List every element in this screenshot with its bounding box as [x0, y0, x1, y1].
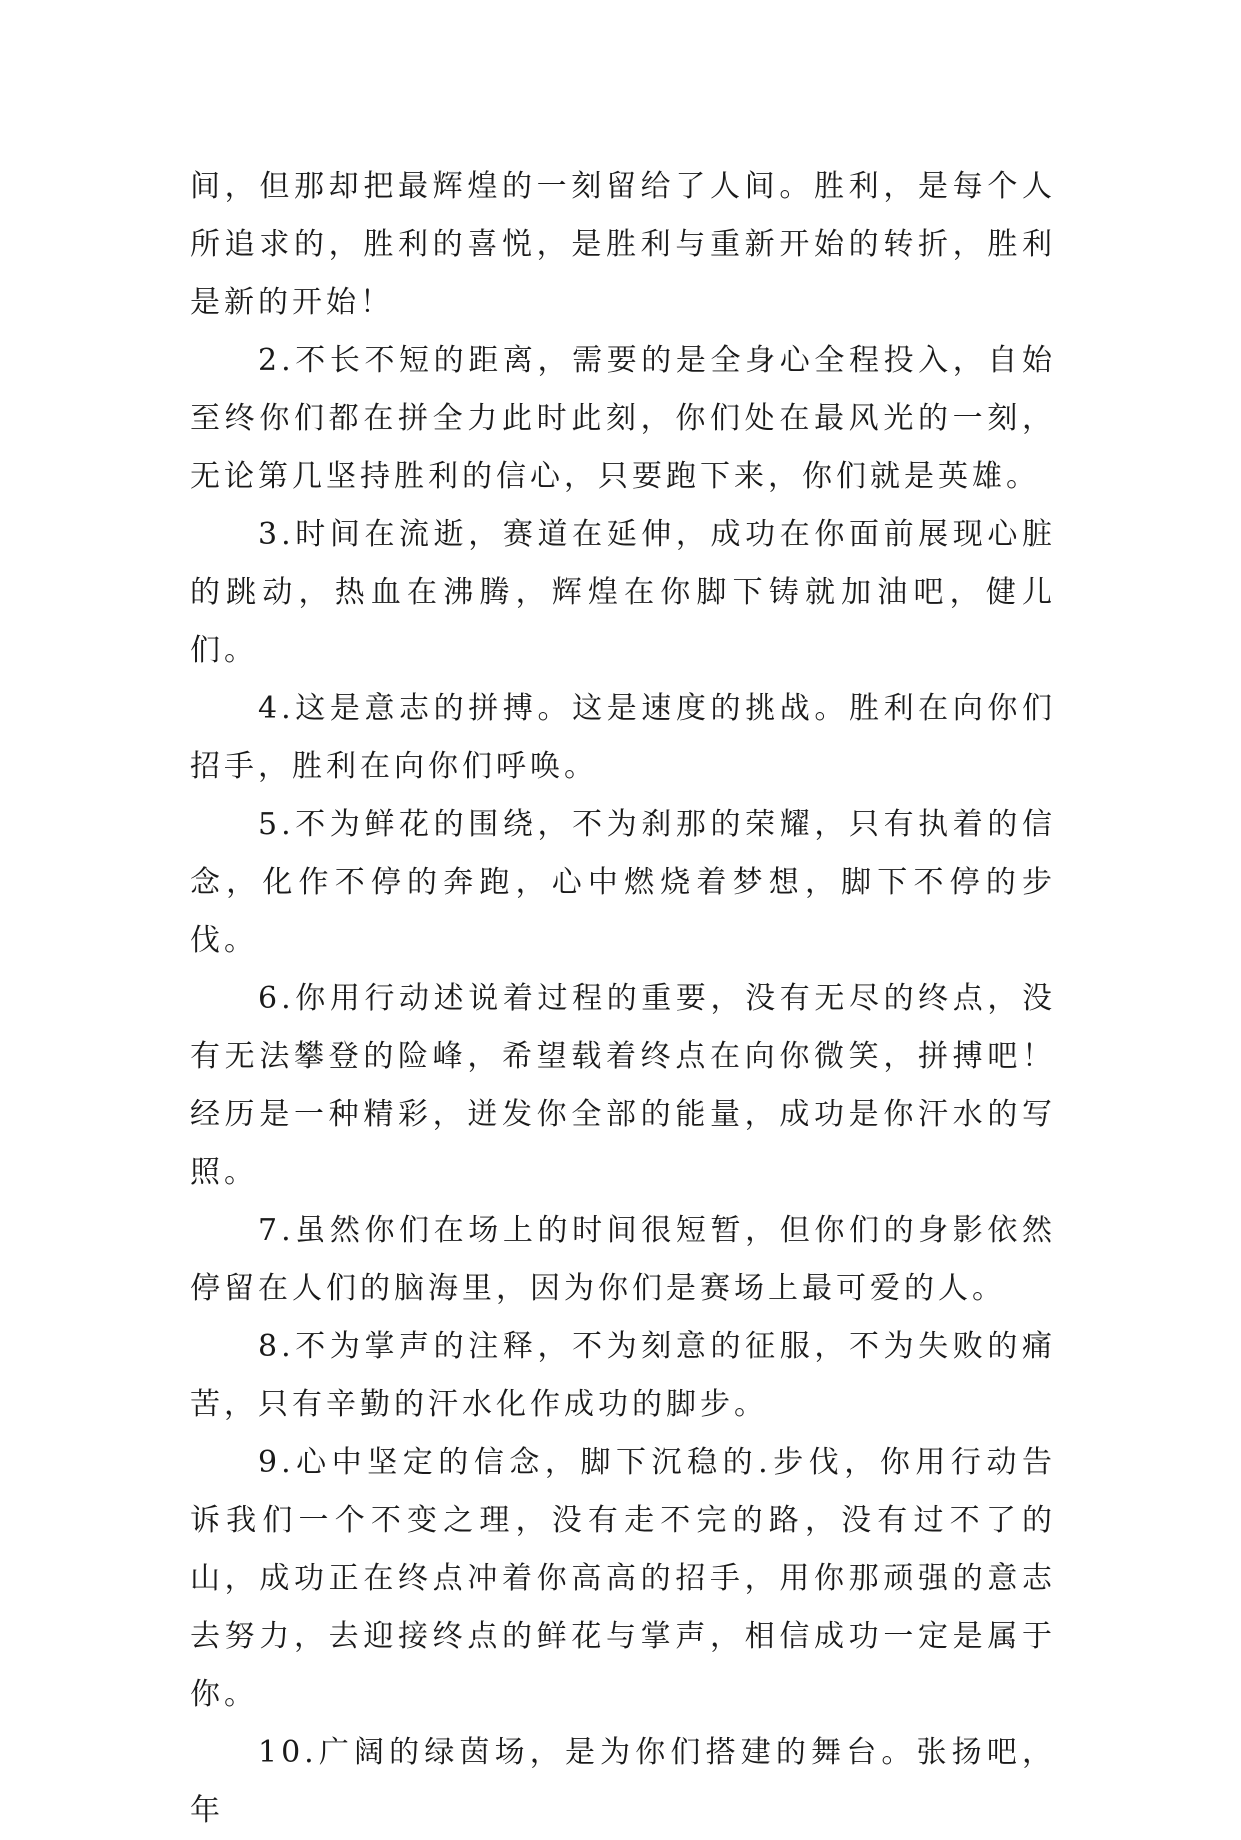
paragraph-item-4: 4.这是意志的拼搏。这是速度的挑战。胜利在向你们招手，胜利在向你们呼唤。: [190, 691, 1056, 784]
paragraph-item-8: 8.不为掌声的注释，不为刻意的征服，不为失败的痛苦，只有辛勤的汗水化作成功的脚步。: [190, 1329, 1056, 1422]
paragraph-item-9: 9.心中坚定的信念，脚下沉稳的.步伐，你用行动告诉我们一个不变之理，没有走不完的路，没有过不了的山，成功正在终点冲着你高高的招手，用你那顽强的意志去努力，去迎接终点的鲜花与掌声，相信成功一定是属于你。: [190, 1445, 1056, 1712]
paragraph-item-5: 5.不为鲜花的围绕，不为刹那的荣耀，只有执着的信念，化作不停的奔跑，心中燃烧着梦想，脚下不停的步伐。: [190, 807, 1056, 958]
paragraph-item-7: 7.虽然你们在场上的时间很短暂，但你们的身影依然停留在人们的脑海里，因为你们是赛场上最可爱的人。: [190, 1213, 1056, 1306]
document-page: [190, 158, 1056, 1840]
paragraph-item-2: 2.不长不短的距离，需要的是全身心全程投入，自始至终你们都在拼全力此时此刻，你们处在最风光的一刻，无论第几坚持胜利的信心，只要跑下来，你们就是英雄。: [190, 343, 1056, 494]
paragraph-item-6: 6.你用行动述说着过程的重要，没有无尽的终点，没有无法攀登的险峰，希望载着终点在向你微笑，拼搏吧！经历是一种精彩，迸发你全部的能量，成功是你汗水的写照。: [190, 981, 1056, 1190]
paragraph-item-3: 3.时间在流逝，赛道在延伸，成功在你面前展现心脏的跳动，热血在沸腾，辉煌在你脚下铸就加油吧，健儿们。: [190, 517, 1056, 668]
paragraph-item-10: 10.广阔的绿茵场，是为你们搭建的舞台。张扬吧，年: [190, 1735, 1056, 1828]
paragraph-continued: 间，但那却把最辉煌的一刻留给了人间。胜利，是每个人所追求的，胜利的喜悦，是胜利与重新开始的转折，胜利是新的开始！: [190, 169, 1056, 320]
